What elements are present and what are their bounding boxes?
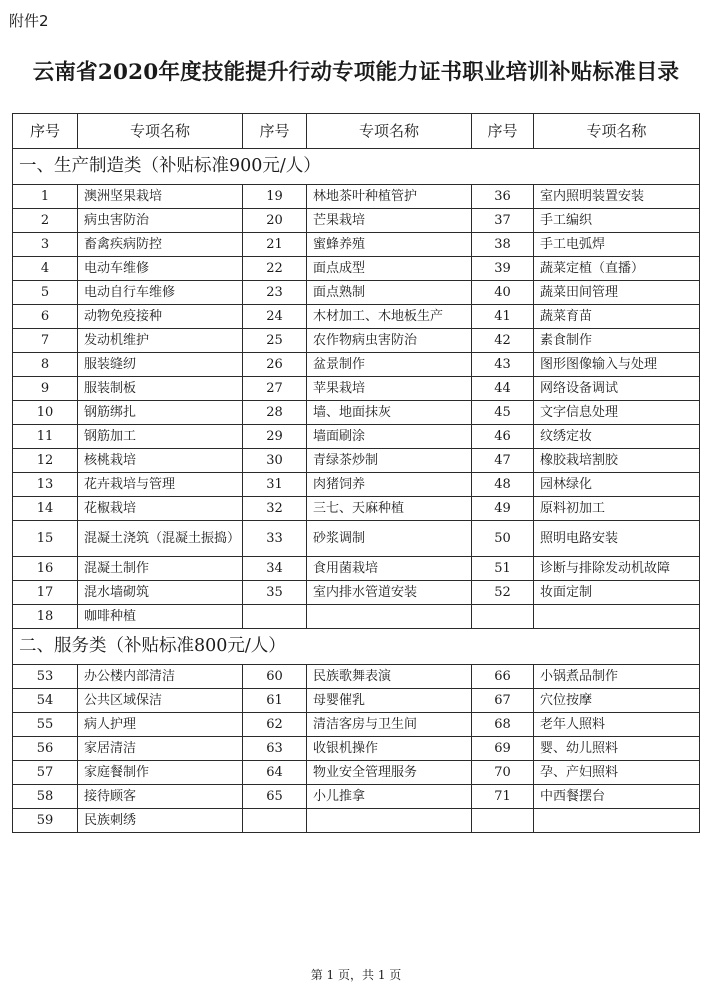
table-row <box>13 809 700 833</box>
item-name: 手工电弧焊 <box>534 233 700 257</box>
item-name: 婴、幼儿照料 <box>534 737 700 761</box>
item-name: 畜禽疾病防控 <box>78 233 243 257</box>
item-name: 服装制板 <box>78 377 243 401</box>
item-name: 公共区域保洁 <box>78 689 243 713</box>
column-header: 专项名称 <box>307 114 472 149</box>
table-row <box>13 689 700 713</box>
item-name: 钢筋加工 <box>78 425 243 449</box>
item-name: 家庭餐制作 <box>78 761 243 785</box>
item-name: 芒果栽培 <box>307 209 472 233</box>
item-name: 清洁客房与卫生间 <box>307 713 472 737</box>
item-name: 盆景制作 <box>307 353 472 377</box>
subsidy-table <box>12 113 700 833</box>
item-name: 电动车维修 <box>78 257 243 281</box>
item-number: 34 <box>243 557 307 581</box>
page-footer: 第 1 页，共 1 页 <box>310 968 402 982</box>
item-number: 65 <box>243 785 307 809</box>
item-name: 花椒栽培 <box>78 497 243 521</box>
table-row <box>13 281 700 305</box>
item-number: 19 <box>243 185 307 209</box>
item-name: 办公楼内部清洁 <box>78 665 243 689</box>
item-number <box>243 605 307 629</box>
item-number: 7 <box>13 329 78 353</box>
item-number: 33 <box>243 521 307 557</box>
item-number: 57 <box>13 761 78 785</box>
item-name: 动物免疫接种 <box>78 305 243 329</box>
item-number: 51 <box>472 557 534 581</box>
item-number <box>472 809 534 833</box>
item-name: 原料初加工 <box>534 497 700 521</box>
attachment-label: 附件2 <box>9 12 49 30</box>
table-row <box>13 497 700 521</box>
item-number: 28 <box>243 401 307 425</box>
item-name: 母婴催乳 <box>307 689 472 713</box>
column-header: 序号 <box>243 114 307 149</box>
item-number: 66 <box>472 665 534 689</box>
table-row <box>13 785 700 809</box>
item-name: 园林绿化 <box>534 473 700 497</box>
table-row <box>13 425 700 449</box>
item-name: 孕、产妇照料 <box>534 761 700 785</box>
item-number: 29 <box>243 425 307 449</box>
item-name: 墙面刷涂 <box>307 425 472 449</box>
item-name: 农作物病虫害防治 <box>307 329 472 353</box>
item-name: 花卉栽培与管理 <box>78 473 243 497</box>
item-name: 老年人照料 <box>534 713 700 737</box>
item-name <box>534 605 700 629</box>
item-name: 室内照明装置安装 <box>534 185 700 209</box>
item-number: 58 <box>13 785 78 809</box>
item-name: 照明电路安装 <box>534 521 700 557</box>
item-number: 8 <box>13 353 78 377</box>
item-name: 蜜蜂养殖 <box>307 233 472 257</box>
table-row <box>13 761 700 785</box>
item-name: 苹果栽培 <box>307 377 472 401</box>
table-row <box>13 737 700 761</box>
table-row <box>13 401 700 425</box>
item-name: 民族刺绣 <box>78 809 243 833</box>
item-number: 61 <box>243 689 307 713</box>
item-name <box>307 809 472 833</box>
item-name: 病虫害防治 <box>78 209 243 233</box>
item-number: 64 <box>243 761 307 785</box>
item-number: 11 <box>13 425 78 449</box>
item-name: 三七、天麻种植 <box>307 497 472 521</box>
item-number: 59 <box>13 809 78 833</box>
item-number: 53 <box>13 665 78 689</box>
item-number: 27 <box>243 377 307 401</box>
item-name: 核桃栽培 <box>78 449 243 473</box>
item-number: 56 <box>13 737 78 761</box>
item-number: 30 <box>243 449 307 473</box>
item-number <box>243 809 307 833</box>
item-number: 15 <box>13 521 78 557</box>
page-title: 云南省2020年度技能提升行动专项能力证书职业培训补贴标准目录 <box>32 60 680 85</box>
item-name: 网络设备调试 <box>534 377 700 401</box>
item-number: 44 <box>472 377 534 401</box>
item-number: 21 <box>243 233 307 257</box>
item-number: 25 <box>243 329 307 353</box>
item-number: 38 <box>472 233 534 257</box>
item-name: 家居清洁 <box>78 737 243 761</box>
item-name: 橡胶栽培割胶 <box>534 449 700 473</box>
table-row <box>13 521 700 557</box>
item-number: 60 <box>243 665 307 689</box>
item-number: 69 <box>472 737 534 761</box>
item-number: 20 <box>243 209 307 233</box>
item-name: 素食制作 <box>534 329 700 353</box>
item-name <box>534 809 700 833</box>
item-name: 纹绣定妆 <box>534 425 700 449</box>
table-row <box>13 557 700 581</box>
item-number: 5 <box>13 281 78 305</box>
item-number: 22 <box>243 257 307 281</box>
item-number: 2 <box>13 209 78 233</box>
item-name: 混凝土制作 <box>78 557 243 581</box>
item-name <box>307 605 472 629</box>
column-header: 序号 <box>13 114 78 149</box>
item-number: 9 <box>13 377 78 401</box>
item-number: 40 <box>472 281 534 305</box>
item-number: 48 <box>472 473 534 497</box>
category-title: 二、服务类（补贴标准800元/人） <box>13 629 700 665</box>
item-name: 蔬菜定植（直播） <box>534 257 700 281</box>
category-row <box>13 149 700 185</box>
item-number: 12 <box>13 449 78 473</box>
item-name: 蔬菜育苗 <box>534 305 700 329</box>
item-number: 14 <box>13 497 78 521</box>
item-name: 病人护理 <box>78 713 243 737</box>
item-name: 混水墙砌筑 <box>78 581 243 605</box>
item-name: 接待顾客 <box>78 785 243 809</box>
item-name: 砂浆调制 <box>307 521 472 557</box>
item-number: 70 <box>472 761 534 785</box>
item-name: 青绿茶炒制 <box>307 449 472 473</box>
item-number: 62 <box>243 713 307 737</box>
table-row <box>13 185 700 209</box>
table-row <box>13 713 700 737</box>
item-name: 面点熟制 <box>307 281 472 305</box>
item-name: 蔬菜田间管理 <box>534 281 700 305</box>
item-number: 55 <box>13 713 78 737</box>
item-number: 17 <box>13 581 78 605</box>
item-number: 3 <box>13 233 78 257</box>
table-row <box>13 329 700 353</box>
table-row <box>13 257 700 281</box>
table-row <box>13 209 700 233</box>
item-name: 肉猪饲养 <box>307 473 472 497</box>
item-name: 妆面定制 <box>534 581 700 605</box>
item-number: 4 <box>13 257 78 281</box>
item-name: 物业安全管理服务 <box>307 761 472 785</box>
item-number: 10 <box>13 401 78 425</box>
item-number: 37 <box>472 209 534 233</box>
item-number: 46 <box>472 425 534 449</box>
item-name: 咖啡种植 <box>78 605 243 629</box>
item-number: 68 <box>472 713 534 737</box>
table-row <box>13 581 700 605</box>
item-name: 中西餐摆台 <box>534 785 700 809</box>
item-number: 6 <box>13 305 78 329</box>
item-number: 36 <box>472 185 534 209</box>
item-number: 47 <box>472 449 534 473</box>
item-name: 收银机操作 <box>307 737 472 761</box>
item-number: 67 <box>472 689 534 713</box>
column-header: 专项名称 <box>78 114 243 149</box>
item-name: 墙、地面抹灰 <box>307 401 472 425</box>
item-name: 诊断与排除发动机故障 <box>534 557 700 581</box>
item-name: 图形图像输入与处理 <box>534 353 700 377</box>
item-number: 42 <box>472 329 534 353</box>
item-name: 民族歌舞表演 <box>307 665 472 689</box>
category-row <box>13 629 700 665</box>
item-number: 26 <box>243 353 307 377</box>
item-name: 钢筋绑扎 <box>78 401 243 425</box>
table-row <box>13 605 700 629</box>
item-number: 1 <box>13 185 78 209</box>
table-row <box>13 377 700 401</box>
item-number: 18 <box>13 605 78 629</box>
table-row <box>13 665 700 689</box>
item-number: 41 <box>472 305 534 329</box>
item-number: 43 <box>472 353 534 377</box>
item-name: 服装缝纫 <box>78 353 243 377</box>
item-name: 木材加工、木地板生产 <box>307 305 472 329</box>
item-number: 45 <box>472 401 534 425</box>
item-name: 电动自行车维修 <box>78 281 243 305</box>
column-header: 序号 <box>472 114 534 149</box>
item-name: 发动机维护 <box>78 329 243 353</box>
item-number: 35 <box>243 581 307 605</box>
item-number: 24 <box>243 305 307 329</box>
item-name: 澳洲坚果栽培 <box>78 185 243 209</box>
category-title: 一、生产制造类（补贴标准900元/人） <box>13 149 700 185</box>
table-row <box>13 233 700 257</box>
item-name: 小儿推拿 <box>307 785 472 809</box>
table-row <box>13 449 700 473</box>
item-number: 54 <box>13 689 78 713</box>
item-name: 林地茶叶种植管护 <box>307 185 472 209</box>
table-row <box>13 473 700 497</box>
item-name: 室内排水管道安装 <box>307 581 472 605</box>
table-header-row <box>13 114 700 149</box>
item-name: 穴位按摩 <box>534 689 700 713</box>
item-name: 混凝土浇筑（混凝土振捣） <box>78 521 243 557</box>
item-name: 食用菌栽培 <box>307 557 472 581</box>
item-number: 31 <box>243 473 307 497</box>
item-number: 63 <box>243 737 307 761</box>
item-number: 52 <box>472 581 534 605</box>
item-number: 49 <box>472 497 534 521</box>
item-number <box>472 605 534 629</box>
column-header: 专项名称 <box>534 114 700 149</box>
item-name: 手工编织 <box>534 209 700 233</box>
item-number: 13 <box>13 473 78 497</box>
item-number: 23 <box>243 281 307 305</box>
item-number: 50 <box>472 521 534 557</box>
item-number: 71 <box>472 785 534 809</box>
table-row <box>13 353 700 377</box>
table-row <box>13 305 700 329</box>
item-number: 39 <box>472 257 534 281</box>
item-name: 面点成型 <box>307 257 472 281</box>
item-name: 文字信息处理 <box>534 401 700 425</box>
item-number: 16 <box>13 557 78 581</box>
item-number: 32 <box>243 497 307 521</box>
item-name: 小锅煮品制作 <box>534 665 700 689</box>
